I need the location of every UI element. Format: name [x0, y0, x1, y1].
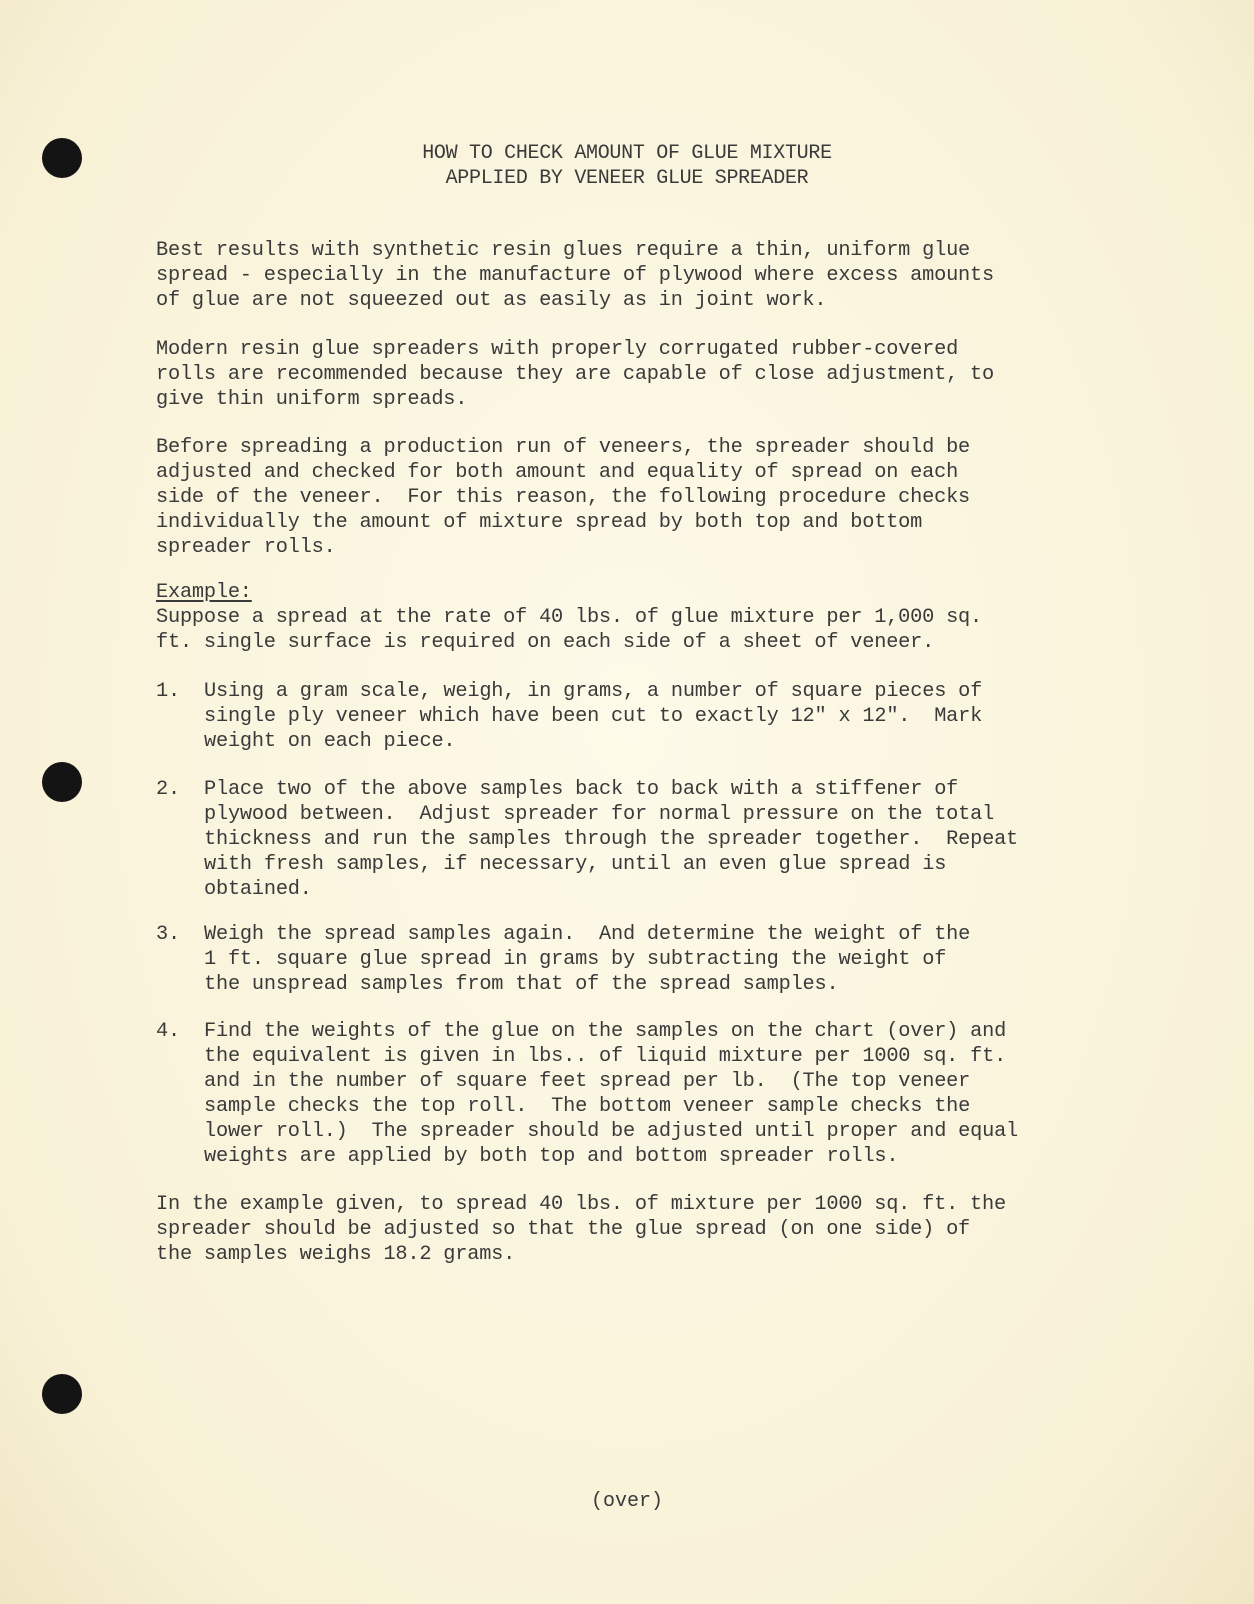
example-section: [156, 580, 1056, 655]
text-line: Weigh the spread samples again. And determine the weight of the: [204, 923, 971, 946]
page-footer-over: (over): [590, 1490, 663, 1513]
text-line: plywood between. Adjust spreader for normal pressure on the total: [204, 803, 995, 826]
text-line: Find the weights of the glue on the samples on the chart (over) and: [204, 1020, 1007, 1043]
text-line: spreader rolls.: [156, 536, 336, 559]
text-line: Place two of the above samples back to back with a stiffener of: [204, 778, 959, 801]
document-title: [0, 141, 1254, 191]
text-line: weight on each piece.: [204, 730, 456, 753]
example-heading: Example:: [156, 581, 252, 604]
title-line-1: HOW TO CHECK AMOUNT OF GLUE MIXTURE: [422, 142, 832, 165]
text-line: individually the amount of mixture spread by both top and bottom: [156, 511, 923, 534]
text-line: Suppose a spread at the rate of 40 lbs. of glue mixture per 1,000 sq.: [156, 606, 982, 629]
text-line: give thin uniform spreads.: [156, 388, 468, 411]
text-line: rolls are recommended because they are capable of close adjustment, to: [156, 363, 994, 386]
text-line: the equivalent is given in lbs.. of liquid mixture per 1000 sq. ft.: [204, 1045, 1007, 1068]
text-line: obtained.: [204, 878, 312, 901]
conclusion-paragraph: [156, 1192, 1056, 1267]
paragraph-intro: [156, 238, 1056, 313]
punch-hole: [42, 1374, 82, 1414]
text-line: weights are applied by both top and bottom spreader rolls.: [204, 1145, 899, 1168]
text-line: spread - especially in the manufacture of plywood where excess amounts: [156, 264, 994, 287]
step-number: 2.: [156, 778, 180, 801]
step-2: [156, 777, 1056, 902]
text-line: side of the veneer. For this reason, the following procedure checks: [156, 486, 971, 509]
title-line-2: APPLIED BY VENEER GLUE SPREADER: [445, 167, 809, 190]
text-line: Best results with synthetic resin glues require a thin, uniform glue: [156, 239, 971, 262]
step-3: [156, 922, 1056, 997]
text-line: Before spreading a production run of veneers, the spreader should be: [156, 436, 971, 459]
step-number: 1.: [156, 680, 180, 703]
step-4: [156, 1019, 1056, 1169]
text-line: In the example given, to spread 40 lbs. of mixture per 1000 sq. ft. the: [156, 1193, 1006, 1216]
text-line: 1 ft. square glue spread in grams by subtracting the weight of: [204, 948, 947, 971]
text-line: thickness and run the samples through the spreader together. Repeat: [204, 828, 1019, 851]
text-line: the samples weighs 18.2 grams.: [156, 1243, 516, 1266]
text-line: Using a gram scale, weigh, in grams, a number of square pieces of: [204, 680, 983, 703]
paragraph-spreaders: [156, 337, 1056, 412]
step-1: [156, 679, 1056, 754]
text-line: of glue are not squeezed out as easily as in joint work.: [156, 289, 827, 312]
text-line: and in the number of square feet spread per lb. (The top veneer: [204, 1070, 971, 1093]
text-line: Modern resin glue spreaders with properly corrugated rubber-covered: [156, 338, 959, 361]
step-number: 3.: [156, 923, 180, 946]
text-line: ft. single surface is required on each side of a sheet of veneer.: [156, 631, 935, 654]
text-line: spreader should be adjusted so that the glue spread (on one side) of: [156, 1218, 971, 1241]
text-line: adjusted and checked for both amount and equality of spread on each: [156, 461, 959, 484]
text-line: lower roll.) The spreader should be adjusted until proper and equal: [204, 1120, 1019, 1143]
step-number: 4.: [156, 1020, 180, 1043]
text-line: sample checks the top roll. The bottom veneer sample checks the: [204, 1095, 971, 1118]
text-line: single ply veneer which have been cut to exactly 12" x 12". Mark: [204, 705, 983, 728]
punch-hole: [42, 762, 82, 802]
paragraph-procedure: [156, 435, 1056, 560]
text-line: the unspread samples from that of the spread samples.: [204, 973, 839, 996]
text-line: with fresh samples, if necessary, until an even glue spread is: [204, 853, 947, 876]
